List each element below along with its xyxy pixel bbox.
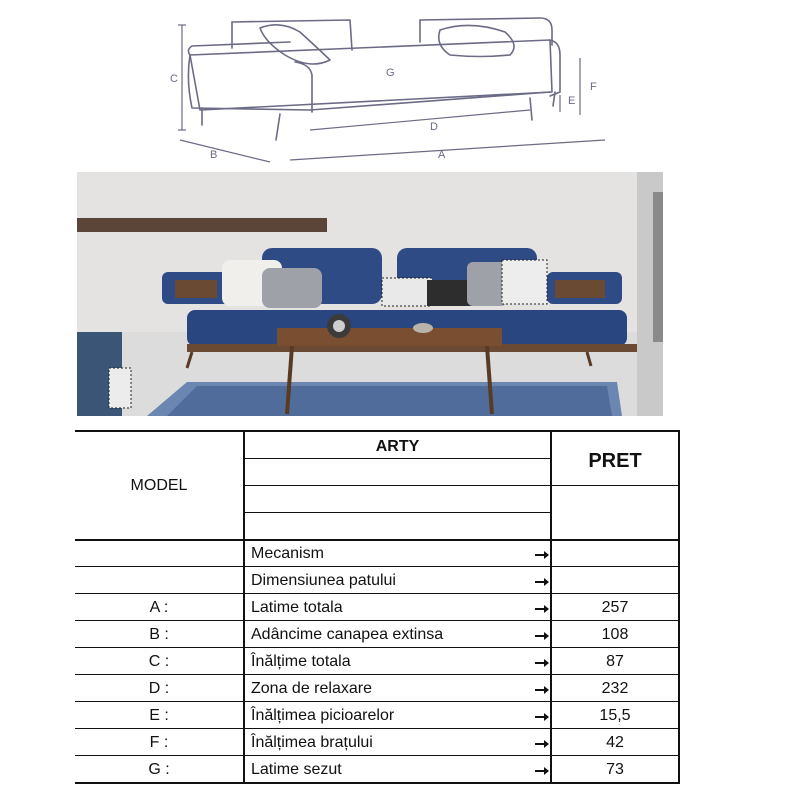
row-letter: E : xyxy=(149,707,169,724)
row-label: Dimensiunea patului xyxy=(251,572,396,589)
row-letter: C : xyxy=(148,653,170,670)
arrow-icon xyxy=(535,743,546,745)
arrow-icon xyxy=(535,608,546,610)
row-value: 15,5 xyxy=(599,707,631,724)
arrow-icon xyxy=(535,635,546,637)
table-divider xyxy=(75,539,680,541)
table-border-bottom xyxy=(75,782,680,784)
row-label: Înălțimea picioarelor xyxy=(251,707,395,724)
arrow-icon xyxy=(535,716,546,718)
model-label: MODEL xyxy=(130,477,188,494)
table-divider xyxy=(75,620,680,621)
row-label: Adâncime canapea extinsa xyxy=(251,626,444,643)
arrow-icon xyxy=(535,662,546,664)
dimension-letter-c: C xyxy=(170,73,178,85)
dimension-letter-f: F xyxy=(590,81,597,93)
table-border-right xyxy=(678,430,680,784)
table-divider xyxy=(75,728,680,729)
row-value: 87 xyxy=(606,653,624,670)
dimension-letter-d: D xyxy=(430,121,438,133)
row-value: 73 xyxy=(606,761,624,778)
row-label: Zona de relaxare xyxy=(251,680,372,697)
table-divider xyxy=(75,701,680,702)
row-letter: A : xyxy=(149,599,169,616)
row-label: Latime totala xyxy=(251,599,343,616)
row-label: Înălțimea brațului xyxy=(251,734,373,751)
arrow-icon xyxy=(535,554,546,556)
row-letter: B : xyxy=(149,626,169,643)
row-value: 232 xyxy=(601,680,629,697)
sofa-product-photo xyxy=(77,172,663,416)
table-divider xyxy=(245,485,680,486)
table-divider xyxy=(243,430,245,784)
arrow-icon xyxy=(535,770,546,772)
table-border-top xyxy=(75,430,680,432)
row-value: 257 xyxy=(601,599,629,616)
price-label: PRET xyxy=(588,450,642,472)
row-letter: G : xyxy=(148,761,170,778)
dimension-letter-b: B xyxy=(210,149,218,161)
row-value: 108 xyxy=(601,626,629,643)
row-label: Mecanism xyxy=(251,545,324,562)
arrow-icon xyxy=(535,689,546,691)
table-divider xyxy=(245,512,551,513)
table-divider xyxy=(75,593,680,594)
table-divider xyxy=(75,674,680,675)
dimension-letter-a: A xyxy=(438,149,446,161)
table-divider xyxy=(75,755,680,756)
row-label: Înălțime totala xyxy=(251,653,351,670)
row-letter: F : xyxy=(149,734,169,751)
table-divider xyxy=(75,566,680,567)
row-value: 42 xyxy=(606,734,624,751)
row-letter: D : xyxy=(148,680,170,697)
row-label: Latime sezut xyxy=(251,761,342,778)
sofa-dimension-sketch xyxy=(120,0,640,170)
table-divider xyxy=(75,647,680,648)
dimension-letter-g: G xyxy=(386,67,395,79)
arrow-icon xyxy=(535,581,546,583)
model-name: ARTY xyxy=(375,438,420,455)
spec-table xyxy=(75,430,680,784)
table-divider xyxy=(245,458,551,459)
dimension-letter-e: E xyxy=(568,95,576,107)
